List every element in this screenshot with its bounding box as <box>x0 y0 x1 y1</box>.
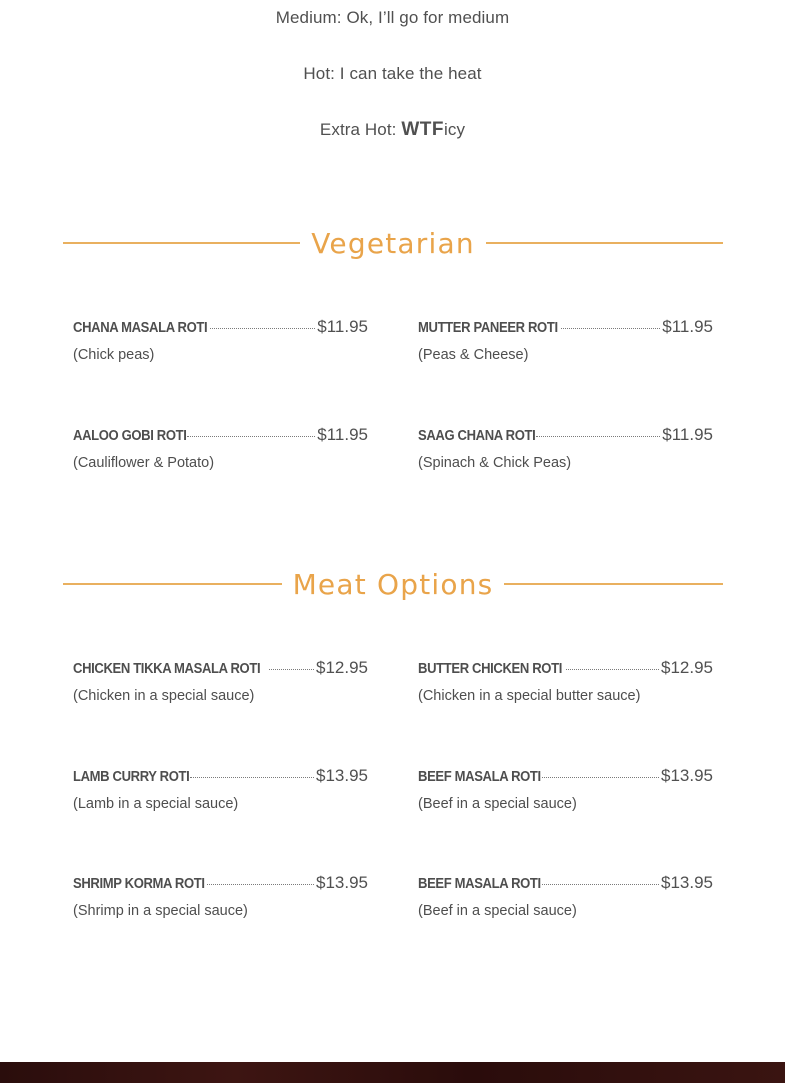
dot-leader <box>207 884 314 885</box>
menu-item <box>418 658 713 704</box>
menu-item <box>73 317 368 363</box>
menu-item-price: $13.95 <box>316 873 368 892</box>
menu-item-description: (Cauliflower & Potato) <box>73 455 215 471</box>
dot-leader <box>542 777 659 778</box>
menu-item <box>418 766 713 812</box>
spice-level-medium: Medium: Ok, I’ll go for medium <box>275 8 510 27</box>
menu-item <box>73 658 368 704</box>
menu-item-name: CHANA MASALA ROTI <box>73 320 208 336</box>
vegetarian-section-title: Vegetarian <box>311 226 475 260</box>
menu-item <box>73 425 368 471</box>
spice-level-hot: Hot: I can take the heat <box>303 64 482 83</box>
menu-item-price: $12.95 <box>316 658 368 677</box>
spice-extra-hot-prefix: Extra Hot: <box>319 120 402 139</box>
spice-extra-hot-suffix: icy <box>443 120 466 139</box>
dot-leader <box>269 669 314 670</box>
menu-item <box>73 766 368 812</box>
menu-item-description: (Chick peas) <box>73 347 155 363</box>
menu-item-price: $11.95 <box>662 425 713 444</box>
dot-leader <box>187 436 315 437</box>
menu-item-name: SAAG CHANA ROTI <box>418 428 536 444</box>
menu-item-name: SHRIMP KORMA ROTI <box>73 876 205 892</box>
menu-item <box>418 873 713 919</box>
menu-item-description: (Chicken in a special butter sauce) <box>418 688 641 704</box>
menu-item-description: (Beef in a special sauce) <box>418 796 577 812</box>
menu-item-price: $11.95 <box>662 317 713 336</box>
menu-item-description: (Spinach & Chick Peas) <box>418 455 572 471</box>
dot-leader <box>190 777 314 778</box>
dot-leader <box>210 328 315 329</box>
menu-item-description: (Lamb in a special sauce) <box>73 796 239 812</box>
menu-item <box>418 317 713 363</box>
menu-item-description: (Chicken in a special sauce) <box>73 688 255 704</box>
heading-rule-left <box>63 583 282 585</box>
heading-rule-right <box>486 242 723 244</box>
meat-section-heading <box>63 564 723 604</box>
menu-item <box>73 873 368 919</box>
dot-leader <box>566 669 659 670</box>
spice-level-extra-hot <box>0 119 785 141</box>
dot-leader <box>542 884 659 885</box>
vegetarian-section-heading <box>63 223 723 263</box>
menu-item-price: $12.95 <box>661 658 713 677</box>
menu-item-name: MUTTER PANEER ROTI <box>418 320 558 336</box>
menu-item-description: (Beef in a special sauce) <box>418 903 577 919</box>
heading-rule-left <box>63 242 300 244</box>
dot-leader <box>561 328 660 329</box>
dot-leader <box>536 436 660 437</box>
menu-item-name: AALOO GOBI ROTI <box>73 428 187 444</box>
page-footer-band <box>0 1062 785 1083</box>
heading-rule-right <box>504 583 723 585</box>
menu-item-price: $13.95 <box>661 873 713 892</box>
menu-item-price: $11.95 <box>317 317 368 336</box>
menu-item-name: BEEF MASALA ROTI <box>418 769 541 785</box>
menu-item-description: (Peas & Cheese) <box>418 347 529 363</box>
meat-section-title: Meat Options <box>292 567 494 601</box>
menu-item-name: CHICKEN TIKKA MASALA ROTI <box>73 661 261 677</box>
menu-item-price: $13.95 <box>661 766 713 785</box>
spice-extra-hot-bold: WTF <box>401 119 444 140</box>
menu-item-price: $13.95 <box>316 766 368 785</box>
menu-item-price: $11.95 <box>317 425 368 444</box>
menu-item-name: BEEF MASALA ROTI <box>418 876 541 892</box>
menu-item-name: LAMB CURRY ROTI <box>73 769 190 785</box>
menu-item <box>418 425 713 471</box>
menu-item-description: (Shrimp in a special sauce) <box>73 903 248 919</box>
menu-item-name: BUTTER CHICKEN ROTI <box>418 661 562 677</box>
